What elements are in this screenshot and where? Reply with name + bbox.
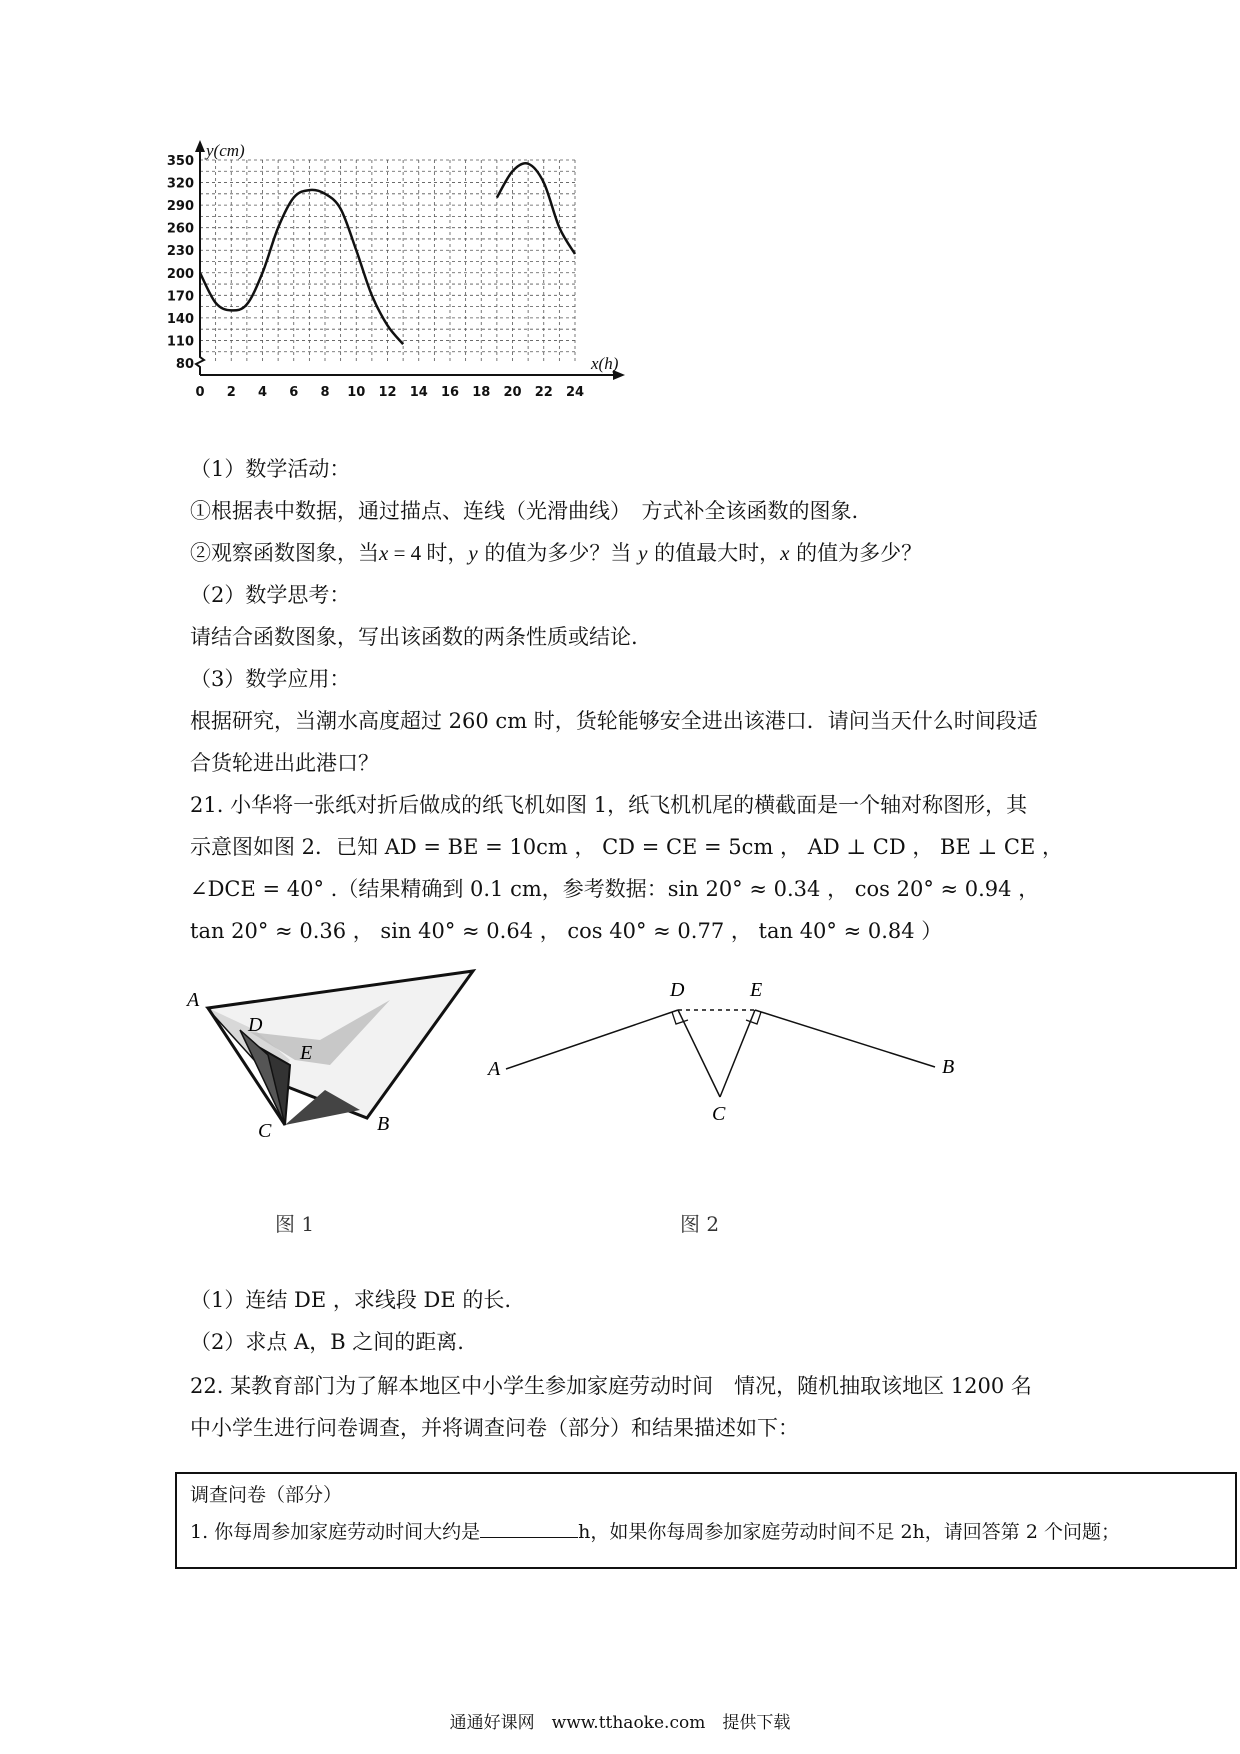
tide-height-chart (166, 141, 720, 445)
x-tick-label: 0 (195, 385, 205, 400)
fig2-label-d: D (670, 979, 685, 1001)
x-tick-label: 12 (378, 385, 397, 400)
y-tick-label: 260 (166, 221, 194, 237)
chart-tick-labels (167, 154, 584, 400)
tide-curve (200, 190, 403, 344)
fig2-label-b: B (942, 1056, 955, 1078)
part-3-heading: （3）数学应用： (190, 667, 351, 691)
question-21-part-1: （1）连结 DE ，求线段 DE 的长. (190, 1288, 512, 1312)
y-tick-label: 110 (166, 334, 194, 350)
y-tick-label: 170 (166, 289, 194, 305)
x-tick-label: 8 (320, 385, 330, 400)
fig2-label-c: C (712, 1103, 726, 1125)
cross-section-figure (480, 960, 960, 1140)
fig2-label-a: A (488, 1058, 501, 1080)
y-tick-label: 350 (166, 154, 194, 169)
fig1-label-a: A (187, 989, 200, 1011)
survey-title: 调查问卷（部分） (190, 1484, 343, 1506)
x-tick-label: 18 (472, 385, 491, 400)
y-tick-label: 320 (166, 176, 194, 192)
chart-axes (195, 140, 625, 380)
part-1-task-b: ②观察函数图象，当x = 4 时，y 的值为多少？当 y 的值最大时，x 的值为多少？ (190, 541, 923, 565)
y-axis-label: y(cm) (206, 141, 245, 160)
y-tick-label: 230 (166, 244, 194, 260)
x-tick-label: 20 (503, 385, 522, 400)
question-21-part-2: （2）求点 A，B 之间的距离. (190, 1330, 464, 1354)
tide-curve (497, 163, 575, 254)
y-tick-label: 140 (166, 311, 194, 327)
y-axis-arrow (195, 140, 205, 152)
paper-airplane-figure (180, 960, 500, 1160)
x-tick-label: 2 (226, 385, 236, 400)
fig2-label-e: E (750, 979, 763, 1001)
survey-box (175, 1472, 1237, 1569)
answer-blank[interactable] (480, 1519, 578, 1538)
question-22-line-2: 中小学生进行问卷调查，并将调查问卷（部分）和结果描述如下： (190, 1416, 799, 1440)
y-tick-label: 290 (166, 199, 194, 215)
figure-1-caption: 图 1 (275, 1212, 315, 1236)
y-tick-label: 80 (175, 357, 194, 372)
x-tick-label: 6 (289, 385, 299, 400)
fig1-label-c: C (258, 1120, 272, 1142)
x-tick-label: 16 (440, 385, 460, 400)
figure-2-caption: 图 2 (680, 1212, 720, 1236)
x-axis-label: x(h) (591, 354, 619, 373)
part-1-heading: （1）数学活动： (190, 457, 351, 481)
x-tick-label: 24 (565, 385, 585, 400)
fig1-label-d: D (248, 1014, 263, 1036)
question-21-line-1: 21. 小华将一张纸对折后做成的纸飞机如图 1，纸飞机机尾的横截面是一个轴对称图形，其 (190, 793, 1028, 817)
x-tick-label: 14 (409, 385, 428, 400)
chart-grid (200, 160, 575, 363)
question-21-line-3: ∠DCE = 40° .（结果精确到 0.1 cm，参考数据：sin 20° ≈ 0.34 ， cos 20° ≈ 0.94 ， (190, 877, 1040, 901)
x-tick-label: 10 (347, 385, 366, 400)
part-2-heading: （2）数学思考： (190, 583, 351, 607)
part-2-task: 请结合函数图象，写出该函数的两条性质或结论. (190, 625, 638, 649)
footer: 通通好课网 www.tthaoke.com 提供下载 (449, 1713, 791, 1733)
question-22-line-1: 22. 某教育部门为了解本地区中小学生参加家庭劳动时间 情况，随机抽取该地区 1200 名 (190, 1374, 1032, 1398)
part-3-task-line-2: 合货轮进出此港口？ (190, 751, 379, 775)
question-21-line-4: tan 20° ≈ 0.36 ， sin 40° ≈ 0.64 ， cos 40° ≈ 0.77 ， tan 40° ≈ 0.84 ） (190, 919, 943, 943)
x-tick-label: 4 (257, 385, 268, 400)
part-1-task-a: ①根据表中数据，通过描点、连线（光滑曲线） 方式补全该函数的图象. (190, 499, 859, 523)
x-tick-label: 22 (534, 385, 553, 400)
y-tick-label: 200 (166, 266, 194, 282)
part-3-task-line-1: 根据研究，当潮水高度超过 260 cm 时，货轮能够安全进出该港口．请问当天什么时间段适 (190, 709, 1038, 733)
survey-question-1: 1. 你每周参加家庭劳动时间大约是 h，如果你每周参加家庭劳动时间不足 2h，请回答第 2 个问题； (190, 1521, 1120, 1543)
fig1-label-b: B (377, 1113, 390, 1135)
question-21-line-2: 示意图如图 2．已知 AD = BE = 10cm ， CD = CE = 5cm ， AD ⊥ CD ， BE ⊥ CE ， (190, 835, 1063, 859)
fig1-label-e: E (300, 1042, 313, 1064)
